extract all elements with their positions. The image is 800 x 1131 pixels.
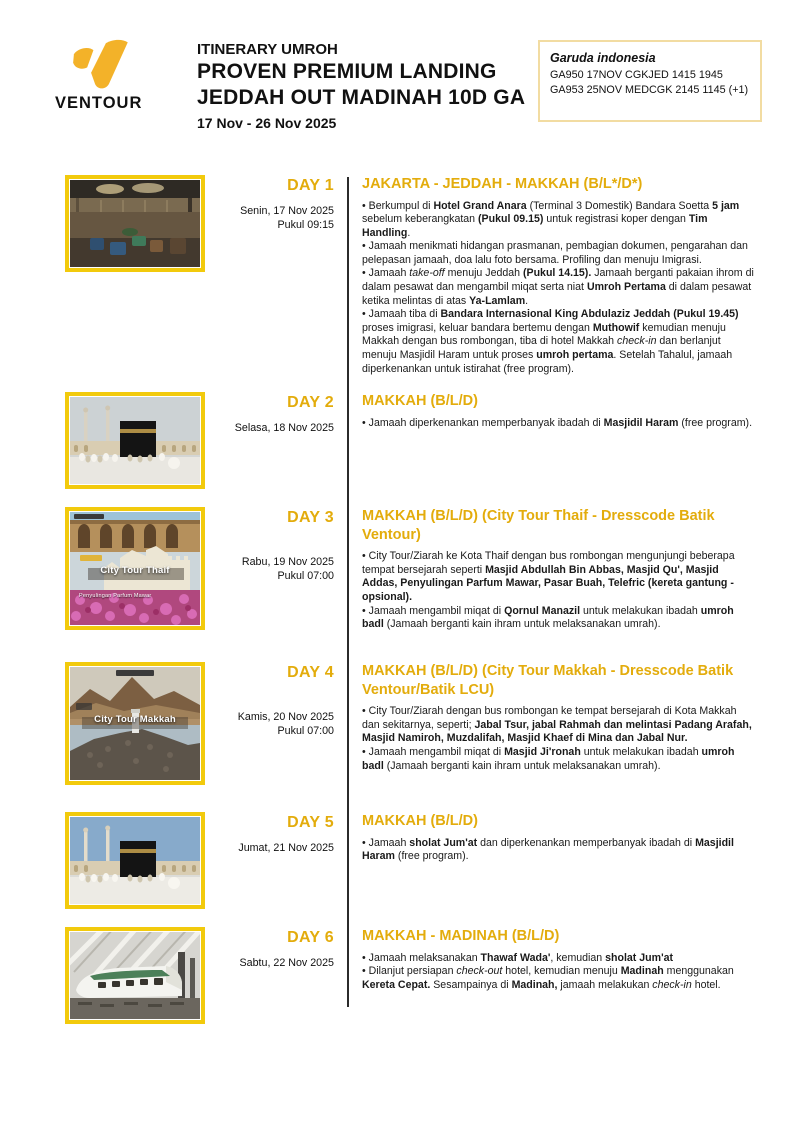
day-2-title: MAKKAH (B/L/D): [362, 393, 478, 410]
day-5-title: MAKKAH (B/L/D): [362, 813, 478, 830]
day-6-photo-high-speed-train: [65, 927, 205, 1024]
day-1-photo-hotel-lobby: [65, 175, 205, 272]
doc-title-line1: PROVEN PREMIUM LANDING: [197, 60, 497, 83]
flight-segment-outbound: GA950 17NOV CGKJED 1415 1945: [550, 69, 723, 81]
itinerary-bullet: • City Tour/Ziarah ke Kota Thaif dengan bus rombongan mengunjungi beberapa tempat bersejarah seperti Masjid Abdullah Bin Abbas, Masjid Qu', Masjid Addas, Penyulingan Parfum Mawar, Pasar Buah, Telefric (kereta gantung - opsional).: [362, 550, 735, 603]
itinerary-bullet: • Jamaah mengambil miqat di Masjid Ji'ronah untuk melakukan ibadah umroh badl (Jamaah berganti kain ihram untuk melaksanakan umrah).: [362, 746, 735, 772]
itinerary-section: [0, 175, 800, 1024]
itinerary-bullet: • Jamaah take-off menuju Jeddah (Pukul 14.15). Jamaah berganti pakaian ihrom di dalam pesawat dan mengambil miqat serta niat Umroh Pertama di dalam pesawat ketika melintas di atas Ya-Lamlam.: [362, 267, 754, 307]
itinerary-bullet: • Dilanjut persiapan check-out hotel, kemudian menuju Madinah menggunakan Kereta Cepat. Sesampainya di Madinah, jamaah melakukan check-in hotel.: [362, 965, 734, 991]
day-4-photo-col: [65, 662, 205, 785]
day-1-photo-col: [65, 175, 205, 272]
flight-segment-return: GA953 25NOV MEDCGK 2145 1145 (+1): [550, 83, 749, 96]
doc-kicker: ITINERARY UMROH: [197, 41, 338, 58]
day-3-title: MAKKAH (B/L/D) (City Tour Thaif - Dresscode Batik Ventour): [362, 508, 715, 543]
day-5-row: [0, 812, 800, 910]
itinerary-bullet: • Jamaah mengambil miqat di Qornul Manazil untuk melakukan ibadah umroh badl (Jamaah berganti kain ihram untuk melaksanakan umrah).: [362, 604, 734, 631]
logo-wordmark: VENTOUR: [55, 94, 143, 112]
itinerary-bullet: • Berkumpul di Hotel Grand Anara (Terminal 3 Domestik) Bandara Soetta 5 jam sebelum keberangkatan (Pukul 09.15) untuk registrasi koper dengan Tim Handling.: [362, 199, 740, 239]
itinerary-bullet: • Jamaah diperkenankan memperbanyak ibadah di Masjidil Haram (free program).: [362, 416, 753, 429]
document-header: [0, 0, 800, 133]
day-1-row: [0, 175, 800, 376]
day-4-bullets: [362, 705, 755, 773]
day-1-bullets: [362, 200, 755, 377]
day-5-photo-col: [65, 812, 205, 909]
doc-date-range: 17 Nov - 26 Nov 2025: [197, 115, 337, 131]
day-3-bullets: [362, 550, 755, 632]
vertical-divider: [347, 177, 349, 1007]
day-4-date: Kamis, 20 Nov 2025: [237, 711, 334, 724]
itinerary-bullet: • Jamaah melaksanakan Thawaf Wada', kemudian sholat Jum'at: [362, 951, 674, 964]
day-1-time: Pukul 09:15: [277, 219, 334, 231]
day-2-content: [347, 392, 800, 430]
itinerary-bullet: • Jamaah menikmati hidangan prasmanan, pembagian dokumen, pengarahan dan pelepasan jamaah, doa lalu foto bersama. Profiling dan menuju Imigrasi.: [362, 240, 748, 266]
ventour-logo: [55, 38, 197, 113]
day-1-label: DAY 1: [287, 177, 334, 194]
airline-name: Garuda indonesia: [550, 51, 656, 65]
day-3-date: Rabu, 19 Nov 2025: [241, 556, 334, 569]
day-1-content: [347, 175, 800, 376]
day-2-photo-kaaba: [65, 392, 205, 489]
ventour-v-icon: [63, 38, 141, 92]
day-6-label: DAY 6: [287, 929, 334, 947]
day-2-row: [0, 392, 800, 491]
day-3-date-col: [205, 507, 347, 583]
day-6-bullets: [362, 952, 755, 993]
day-6-date-col: [205, 927, 347, 970]
day-3-photo-city-tour-thaif: [65, 507, 205, 630]
day-5-date: Jumat, 21 Nov 2025: [238, 842, 334, 855]
itinerary-bullet: • City Tour/Ziarah dengan bus rombongan ke tempat bersejarah di Kota Makkah dan sekitarnya, seperti; Jabal Tsur, jabal Rahmah dan melintasi Padang Arafah, Masjid Namiroh, Muzdalifah, Masjid Khaef di Mina dan Jabal Nur.: [362, 705, 752, 745]
day-5-date-col: [205, 812, 347, 855]
day-3-row: [0, 507, 800, 633]
day-4-time: Pukul 07:00: [277, 725, 334, 738]
day-1-title: JAKARTA - JEDDAH - MAKKAH (B/L*/D*): [362, 176, 643, 192]
itinerary-bullet: • Jamaah tiba di Bandara Internasional King Abdulaziz Jeddah (Pukul 19.45) proses imigrasi, keluar bandara bertemu dengan Muthowif kemudian menuju Makkah dengan bus rombongan, tiba di hotel Makkah check-in dan berlanjut menuju Masjidil Haram untuk proses umroh pertama. Setelah Tahalul, jamaah diperkenankan untuk istirahat (free program).: [362, 308, 739, 375]
day-2-label: DAY 2: [287, 394, 334, 412]
day-3-photo-caption: City Tour Thaif: [100, 565, 170, 577]
day-4-title: MAKKAH (B/L/D) (City Tour Makkah - Dresscode Batik Ventour/Batik LCU): [362, 663, 734, 698]
day-3-photo-col: [65, 507, 205, 630]
day-3-time: Pukul 07:00: [277, 570, 334, 583]
day-4-label: DAY 4: [287, 664, 334, 682]
day-5-photo-kaaba: [65, 812, 205, 909]
day-4-row: [0, 662, 800, 788]
day-6-row: [0, 927, 800, 1024]
title-block: [197, 38, 538, 133]
day-6-content: [347, 927, 800, 992]
day-4-photo-city-tour-makkah: [65, 662, 205, 785]
day-3-content: [347, 507, 800, 632]
day-6-date: Sabtu, 22 Nov 2025: [239, 957, 334, 970]
day-5-bullets: [362, 837, 755, 864]
doc-title-line2: JEDDAH OUT MADINAH 10D GA: [197, 86, 526, 109]
day-2-date-col: [205, 392, 347, 435]
itinerary-bullet: • Jamaah sholat Jum'at dan diperkenankan memperbanyak ibadah di Masjidil Haram (free program).: [362, 836, 734, 863]
day-4-photo-caption: City Tour Makkah: [94, 714, 176, 726]
day-1-date-col: [205, 175, 347, 232]
day-5-label: DAY 5: [287, 814, 334, 832]
day-3-label: DAY 3: [287, 509, 334, 527]
day-5-content: [347, 812, 800, 864]
day-2-bullets: [362, 417, 755, 431]
day-4-date-col: [205, 662, 347, 738]
flight-info-box: [538, 40, 762, 122]
day-4-content: [347, 662, 800, 773]
day-6-title: MAKKAH - MADINAH (B/L/D): [362, 928, 560, 945]
day-6-photo-col: [65, 927, 205, 1024]
day-1-date: Senin, 17 Nov 2025: [240, 205, 334, 217]
day-2-date: Selasa, 18 Nov 2025: [234, 422, 334, 435]
day-3-photo-subcaption: Penyulingan Parfum Mawar: [79, 593, 152, 600]
day-2-photo-col: [65, 392, 205, 489]
